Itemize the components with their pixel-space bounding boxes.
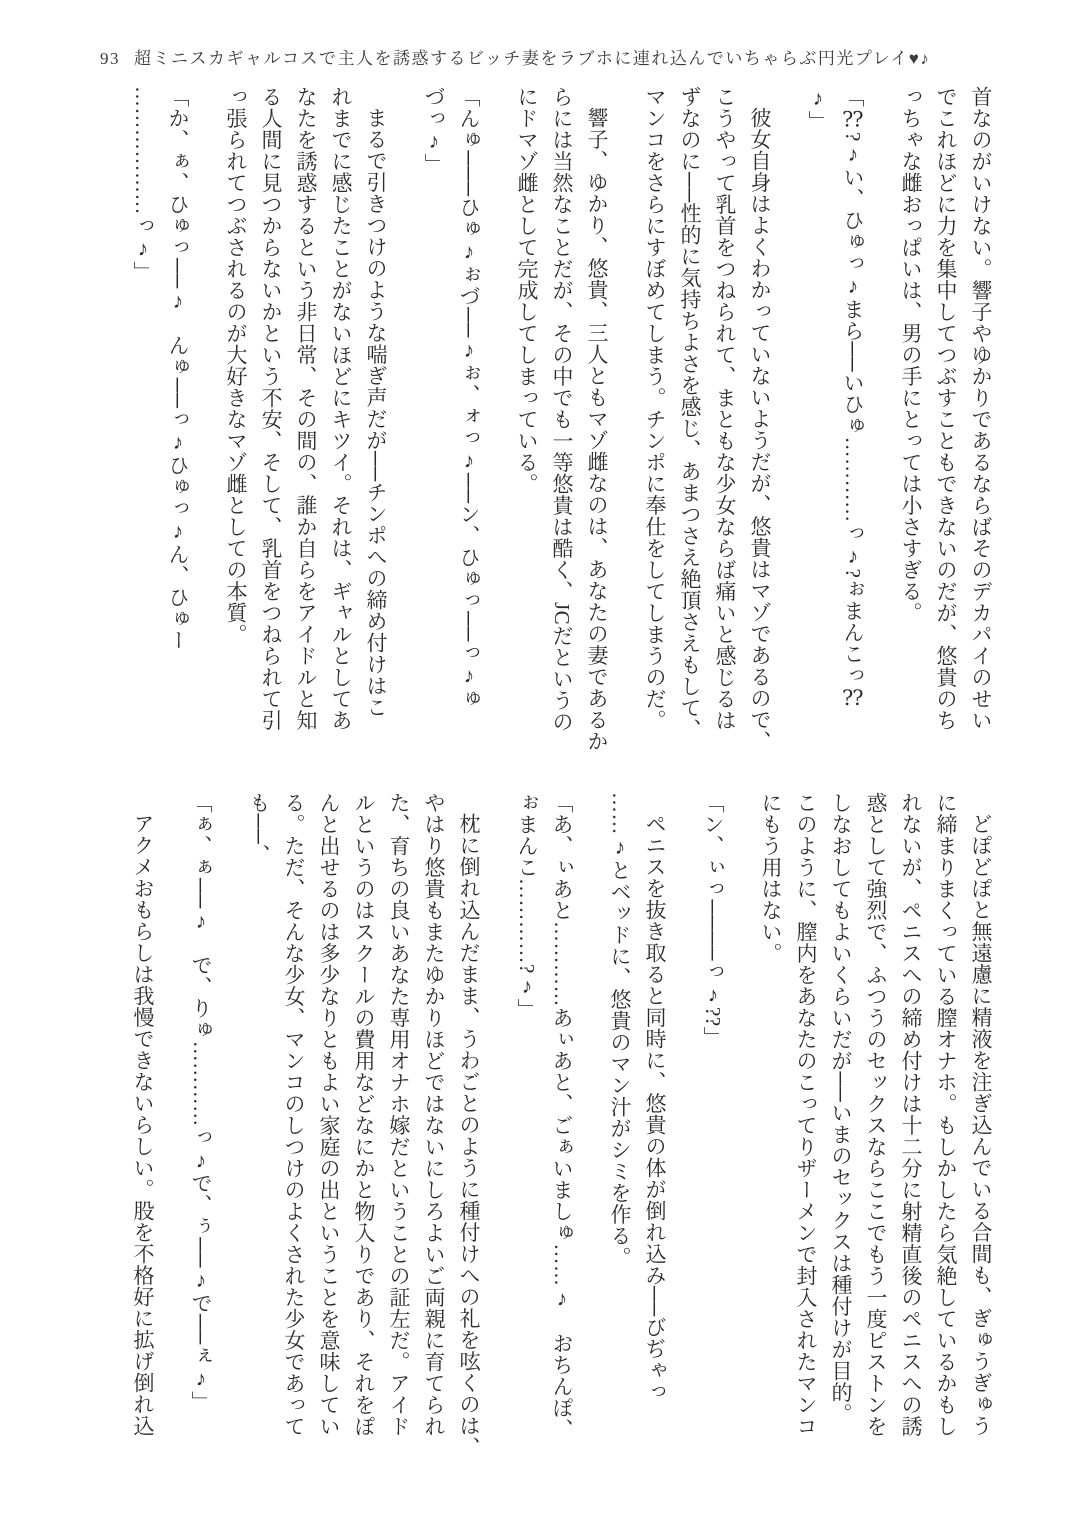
page-number: 93 xyxy=(100,49,120,68)
text-line: ♪」 xyxy=(806,86,830,132)
text-line: ぉまんこ…………?♪」 xyxy=(515,792,539,1020)
text-line: らには当然なことだが、その中でも一等悠貴は酷く、JCだというの xyxy=(550,86,574,733)
running-header xyxy=(100,44,930,69)
text-line: でこれほどに力を集中してつぶすこともできないのだが、悠貴のち xyxy=(934,86,958,731)
text-line: 「か、ぁ、ひゅっ──♪ んゅ──っ♪ひゅっ♪ん、ひゅー xyxy=(166,86,190,652)
text-line: なたを誘惑するという非日常、その間の、誰か自らをアイドルと知 xyxy=(294,86,318,731)
text-line: 「あ、ぃあと…………あぃあと、ごぁいましゅ……♪ おちんぽ、 xyxy=(550,792,574,1440)
text-line: た、育ちの良いあなた専用オナホ嫁だということの証左だ。アイド xyxy=(387,792,411,1437)
text-line: にもう用はない。 xyxy=(759,792,783,964)
text-line: 響子、ゆかり、悠貴、三人ともマゾ雌なのは、あなたの妻であるか xyxy=(585,107,609,752)
text-line: る。ただ、そんな少女、マンコのしつけのよくされた少女であって xyxy=(282,792,306,1437)
text-line: 「ぁ、ぁ──♪ で、りゅ…………っ♪で、ぅ──♪で──ぇ♪」 xyxy=(189,792,213,1413)
text-line: んと出せるのは多少なりともよい家庭の出ということを意味してい xyxy=(317,792,341,1437)
text-line: こうやって乳首をつねられて、まともな少女ならば痛いと感じるは xyxy=(713,86,737,731)
text-line: る人間に見つからないかという不安、そして、乳首をつねられて引 xyxy=(259,86,283,731)
text-line: しなおしてもよいくらいだが──いまのセックスは種付けが目的。 xyxy=(829,792,853,1425)
text-line: 「んゅ───ひゅ♪ぉづ──♪ぉ、ォっ♪──ン、ひゅっ──っ♪ゅ xyxy=(457,86,481,710)
text-line: ………………っ♪」 xyxy=(131,86,155,283)
text-line: も──、 xyxy=(247,792,271,866)
text-line: 首なのがいけない。響子やゆかりであるならばそのデカパイのせい xyxy=(969,86,993,731)
text-line: っちゃな雌おっぱいは、男の手にとっては小さすぎる。 xyxy=(899,86,923,624)
text-line: このように、膣内をあなたのこってりザーメンで封入されたマンコ xyxy=(794,792,818,1437)
text-line: にドマゾ雌として完成してしまっている。 xyxy=(515,86,539,495)
top-text-block xyxy=(125,86,998,762)
text-line: 「⁇?♪い、ひゅっ♪まら──いひゅ…………っ♪?ぉまんこっ⁇ xyxy=(841,86,865,711)
text-line: ルというのはスクールの費用などなにかと物入りであり、それをぽ xyxy=(352,792,376,1437)
text-line: どぽどぽと無遠慮に精液を注ぎ込んでいる合間も、ぎゅうぎゅう xyxy=(969,813,993,1437)
text-line: 惑として強烈で、ふつうのセックスならここでもう一度ピストンを xyxy=(864,792,888,1437)
text-line: ずなのに──性的に気持ちよさを感じ、あまつさえ絶頂さえもして、 xyxy=(678,86,702,741)
text-line: 彼女自身はよくわかっていないようだが、悠貴はマゾであるので、 xyxy=(748,107,772,752)
bottom-text-block xyxy=(125,792,998,1468)
text-line: やはり悠貴もまたゆかりほどではないにしろよいご両親に育てられ xyxy=(422,792,446,1437)
text-line: に締まりまくっている膣オナホ。もしかしたら気絶しているかもし xyxy=(934,792,958,1437)
text-line: 枕に倒れ込んだまま、うわごとのように種付けへの礼を呟くのは、 xyxy=(457,813,481,1458)
text-line: アクメおもらしは我慢できないらしい。股を不格好に拡げ倒れ込 xyxy=(131,813,155,1437)
text-line: 「ン、ぃっ────っ♪??」 xyxy=(701,792,725,1049)
text-line: れまでに感じたことがないほどにキツイ。それは、ギャルとしてあ xyxy=(329,86,353,731)
text-line: れないが、ペニスへの締め付けは十二分に射精直後のペニスへの誘 xyxy=(899,792,923,1437)
text-line: ペニスを抜き取ると同時に、悠貴の体が倒れ込み──びぢゃっ xyxy=(643,813,667,1403)
text-line: まるで引きつけのような喘ぎ声だが──チンポへの締め付けはこ xyxy=(364,107,388,719)
text-line: づっ♪」 xyxy=(422,86,446,175)
text-line: っ張られてつぶされるのが大好きなマゾ雌としての本質。 xyxy=(224,86,248,645)
text-line: ……♪とベッドに、悠貴のマン汁がシミを作る。 xyxy=(608,792,632,1268)
text-line: マンコをさらにすぼめてしまう。チンポに奉仕をしてしまうのだ。 xyxy=(643,86,667,731)
page-title: 超ミニスカギャルコスで主人を誘惑するビッチ妻をラブホに連れ込んでいちゃらぶ円光プレイ♥♪ xyxy=(134,49,931,68)
